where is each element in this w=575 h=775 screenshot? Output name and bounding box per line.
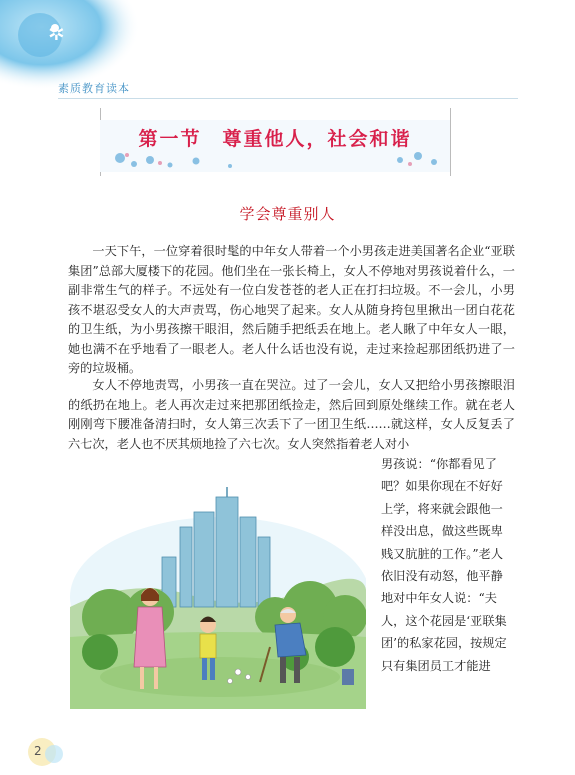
book-title: 素质教育读本: [58, 82, 130, 95]
wrapped-paragraph-continuation: 男孩说：“你都看见了吧？如果你现在不好好上学，将来就会跟他一样没出息，做这些既卑贱又肮脏的工作。”老人依旧没有动怒，他平静地对中年女人说：“夫人，这个花园是‘亚联集团’的私家花园，按规定只有集团员工才能进: [381, 457, 507, 673]
article-title: 学会尊重别人: [239, 205, 336, 223]
svg-text:✲: ✲: [48, 21, 65, 45]
section-title: 第一节 尊重他人，社会和谐: [138, 128, 412, 150]
header-divider: [58, 98, 518, 99]
paragraph-1: 一天下午，一位穿着很时髦的中年女人带着一个小男孩走进美国著名企业“亚联集团”总部大厦楼下的花园。他们坐在一张长椅上，女人不停地对男孩说着什么，一副非常生气的样子。不远处有一位白发苍苍的老人正在打扫垃圾。不一会儿，小男孩不堪忍受女人的大声责骂，伤心地哭了起来。女人从随身挎包里揪出一团白花花的卫生纸，为小男孩擦干眼泪，然后随手把纸丢在地上。老人瞅了中年女人一眼，她也满不在乎地看了一眼老人。老人什么话也没有说，走过来捡起那团纸扔进了一旁的垃圾桶。: [68, 244, 515, 375]
page-number-decoration: [20, 732, 90, 772]
garden-illustration: [70, 477, 366, 709]
banner-frame-right: [450, 108, 451, 176]
paragraph-2: 女人不停地责骂，小男孩一直在哭泣。过了一会儿，女人又把给小男孩擦眼泪的纸扔在地上。老人再次走过来把那团纸捡走，然后回到原处继续工作。就在老人刚刚弯下腰准备清扫时，女人第三次丢下了一团卫生纸……就这样，女人反复丢了六七次，老人也不厌其烦地捡了六七次。女人突然指着老人对小: [68, 378, 515, 451]
page-number: 2: [34, 744, 42, 758]
corner-splash-decoration: [0, 0, 140, 90]
